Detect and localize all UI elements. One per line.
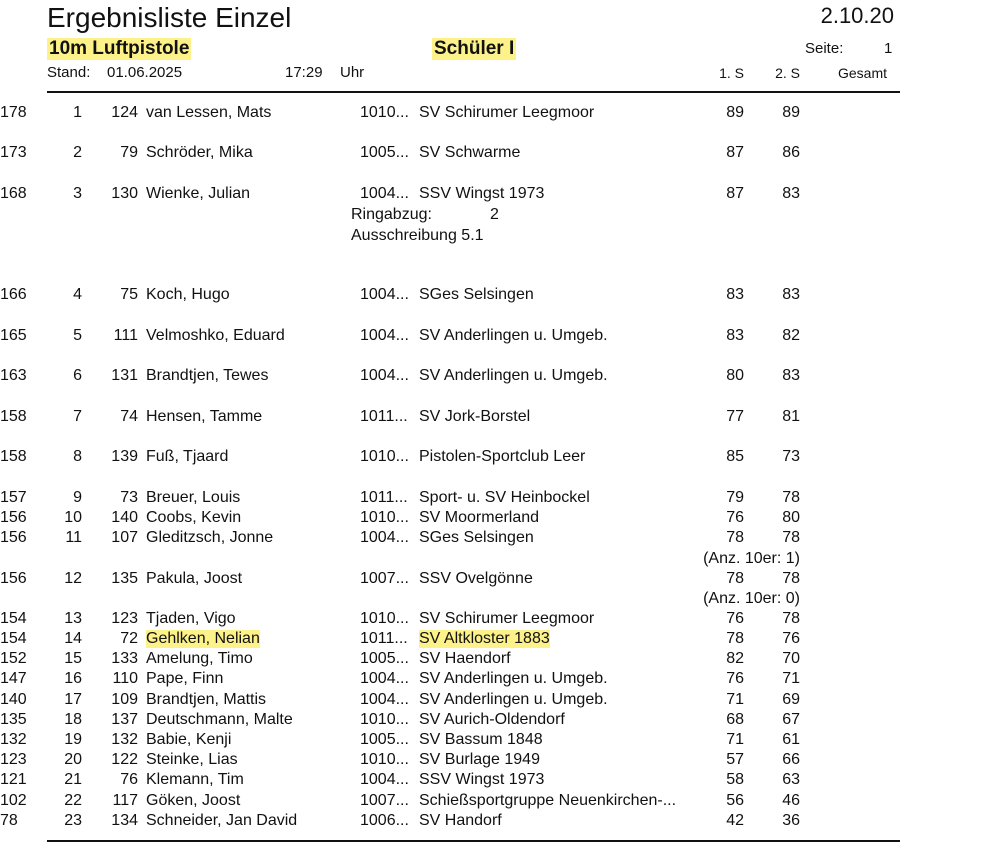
rank-cell: 16 [64,670,82,687]
table-row [0,185,1000,206]
score-series-2: 83 [782,185,800,202]
score-total: 156 [0,529,27,546]
rank-cell: 21 [64,771,82,788]
score-total: 178 [0,104,27,121]
start-number-cell: 73 [120,489,138,506]
score-series-1: 87 [726,185,744,202]
rank-cell: 9 [73,489,82,506]
club-name: SSV Wingst 1973 [419,771,545,788]
shooter-name: Coobs, Kevin [146,509,242,526]
start-number-cell: 132 [111,731,138,748]
score-total: 158 [0,448,27,465]
score-total: 165 [0,327,27,344]
score-series-1: 71 [726,691,744,708]
club-name: SV Anderlingen u. Umgeb. [419,367,608,384]
club-name: SV Burlage 1949 [419,751,540,768]
table-row [0,509,1000,530]
score-series-1: 80 [726,367,744,384]
score-series-2: 78 [782,529,800,546]
shooter-name: Pakula, Joost [146,570,243,587]
start-number-cell: 140 [111,509,138,526]
column-header-s2: 2. S [775,65,800,81]
club-code: 1004... [360,185,409,202]
score-series-1: 57 [726,751,744,768]
score-series-1: 71 [726,731,744,748]
table-row [0,731,1000,752]
table-row [0,812,1000,833]
club-code: 1004... [360,286,409,303]
start-number-cell: 111 [113,327,138,344]
club-name: SSV Ovelgönne [419,570,533,587]
club-code: 1004... [360,691,409,708]
shooter-name: Fuß, Tjaard [146,448,229,465]
score-total: 173 [0,144,27,161]
shooter-name: Deutschmann, Malte [146,711,293,728]
shooter-name: Gehlken, Nelian [146,630,260,647]
score-series-2: 78 [782,489,800,506]
club-code: 1005... [360,731,409,748]
shooter-name: Hensen, Tamme [146,408,263,425]
score-series-1: 78 [726,570,744,587]
ringabzug-label: Ringabzug: [351,206,432,223]
rank-cell: 12 [64,570,82,587]
club-name: SV Aurich-Oldendorf [419,711,565,728]
score-total: 123 [0,751,27,768]
club-name: SGes Selsingen [419,286,534,303]
shooter-name: Göken, Joost [146,792,241,809]
shooter-name: Schröder, Mika [146,144,253,161]
score-series-1: 42 [726,812,744,829]
club-code: 1007... [360,792,409,809]
rank-cell: 4 [73,286,82,303]
page-number-label: Seite: [805,40,844,57]
ringabzug-value: 2 [490,206,499,223]
score-series-1: 78 [726,630,744,647]
score-total: 132 [0,731,27,748]
table-row [0,771,1000,792]
column-header-s1: 1. S [719,65,744,81]
table-row [0,650,1000,671]
discipline-label: 10m Luftpistole [49,38,190,59]
club-code: 1005... [360,650,409,667]
ausschreibung-note: Ausschreibung 5.1 [351,227,484,244]
table-row [0,691,1000,712]
table-row [0,711,1000,732]
table-row [0,630,1000,651]
rank-cell: 14 [64,630,82,647]
table-row [0,286,1000,307]
score-series-1: 76 [726,509,744,526]
version-label: 2.10.20 [820,3,894,28]
start-number-cell: 134 [111,812,138,829]
score-series-1: 56 [726,792,744,809]
start-number-cell: 131 [111,367,138,384]
header-divider [47,91,900,93]
stand-time-unit: Uhr [340,64,365,81]
table-row [0,448,1000,469]
shooter-name: Steinke, Lias [146,751,238,768]
score-series-2: 69 [782,691,800,708]
score-series-2: 61 [782,731,800,748]
score-total: 78 [0,812,18,829]
club-code: 1011... [360,489,408,506]
score-series-2: 83 [782,367,800,384]
club-code: 1004... [360,529,409,546]
table-row [0,570,1000,591]
score-series-2: 80 [782,509,800,526]
score-series-1: 87 [726,144,744,161]
club-name: SV Jork-Borstel [419,408,531,425]
score-series-1: 79 [726,489,744,506]
start-number-cell: 135 [111,570,138,587]
score-total: 166 [0,286,27,303]
stand-label: Stand: [47,64,91,81]
score-series-2: 73 [782,448,800,465]
table-row [0,104,1000,125]
shooter-name: Babie, Kenji [146,731,232,748]
start-number-cell: 109 [111,691,138,708]
club-name: SGes Selsingen [419,529,534,546]
rank-cell: 3 [73,185,82,202]
club-code: 1005... [360,144,409,161]
score-series-2: 46 [782,792,800,809]
club-name: SV Anderlingen u. Umgeb. [419,691,608,708]
score-total: 121 [0,771,27,788]
rank-cell: 23 [64,812,82,829]
score-series-2: 66 [782,751,800,768]
shooter-name: van Lessen, Mats [146,104,272,121]
shooter-name: Amelung, Timo [146,650,253,667]
score-total: 158 [0,408,27,425]
start-number-cell: 75 [120,286,138,303]
rank-cell: 1 [73,104,82,121]
stand-time: 17:29 [285,64,323,81]
table-row [0,489,1000,510]
club-code: 1004... [360,327,409,344]
table-row [0,327,1000,348]
shooter-name: Wienke, Julian [146,185,251,202]
score-total: 152 [0,650,27,667]
score-series-1: 76 [726,670,744,687]
shooter-name: Koch, Hugo [146,286,230,303]
shooter-name: Gleditzsch, Jonne [146,529,274,546]
club-name: SV Anderlingen u. Umgeb. [419,327,608,344]
table-row [0,367,1000,388]
page-number-value: 1 [884,40,893,57]
start-number-cell: 139 [111,448,138,465]
score-series-2: 76 [782,630,800,647]
club-code: 1004... [360,670,409,687]
club-code: 1007... [360,570,409,587]
club-name: Pistolen-Sportclub Leer [419,448,586,465]
rank-cell: 22 [64,792,82,809]
score-series-2: 63 [782,771,800,788]
club-code: 1010... [360,448,409,465]
score-series-2: 71 [782,670,800,687]
page-title: Ergebnisliste Einzel [47,2,292,33]
club-name: SV Schirumer Leegmoor [419,104,595,121]
score-series-2: 83 [782,286,800,303]
start-number-cell: 76 [120,771,138,788]
tiebreak-note-11: (Anz. 10er: 1) [703,550,800,567]
score-series-2: 67 [782,711,800,728]
score-series-2: 78 [782,610,800,627]
start-number-cell: 133 [111,650,138,667]
rank-cell: 7 [73,408,82,425]
shooter-name: Klemann, Tim [146,771,244,788]
shooter-name: Schneider, Jan David [146,812,298,829]
start-number-cell: 122 [111,751,138,768]
table-row [0,792,1000,813]
start-number-cell: 72 [120,630,138,647]
club-code: 1010... [360,509,409,526]
club-code: 1011... [360,630,408,647]
score-series-2: 36 [782,812,800,829]
score-total: 154 [0,610,27,627]
rank-cell: 8 [73,448,82,465]
table-row [0,144,1000,165]
score-total: 163 [0,367,27,384]
score-total: 147 [0,670,27,687]
club-code: 1006... [360,812,409,829]
club-name: SV Anderlingen u. Umgeb. [419,670,608,687]
score-series-1: 85 [726,448,744,465]
table-row [0,751,1000,772]
club-code: 1004... [360,367,409,384]
table-row [0,610,1000,631]
score-total: 156 [0,509,27,526]
club-name: SV Schwarme [419,144,521,161]
column-header-total: Gesamt [837,65,887,81]
score-total: 135 [0,711,27,728]
club-code: 1010... [360,610,409,627]
rank-cell: 15 [64,650,82,667]
shooter-name: Brandtjen, Tewes [146,367,269,384]
club-name: SV Moormerland [419,509,540,526]
score-series-1: 77 [726,408,744,425]
footer-divider [47,840,900,842]
club-code: 1010... [360,751,409,768]
score-series-1: 58 [726,771,744,788]
stand-date: 01.06.2025 [107,64,183,81]
club-code: 1010... [360,711,409,728]
shooter-name: Tjaden, Vigo [146,610,236,627]
rank-cell: 19 [64,731,82,748]
tiebreak-note-12: (Anz. 10er: 0) [703,590,800,607]
shooter-name: Brandtjen, Mattis [146,691,267,708]
class-label: Schüler I [434,38,515,59]
score-total: 154 [0,630,27,647]
shooter-name: Pape, Finn [146,670,224,687]
score-total: 140 [0,691,27,708]
club-code: 1010... [360,104,409,121]
rank-cell: 20 [64,751,82,768]
club-name: Sport- u. SV Heinbockel [419,489,590,506]
score-series-2: 82 [782,327,800,344]
rank-cell: 5 [73,327,82,344]
start-number-cell: 74 [120,408,138,425]
club-name: SV Handorf [419,812,502,829]
table-row [0,529,1000,550]
rank-cell: 2 [73,144,82,161]
start-number-cell: 79 [120,144,138,161]
club-name: SV Bassum 1848 [419,731,543,748]
rank-cell: 17 [64,691,82,708]
score-series-1: 78 [726,529,744,546]
score-series-1: 83 [726,327,744,344]
rank-cell: 18 [64,711,82,728]
start-number-cell: 124 [111,104,138,121]
club-code: 1004... [360,771,409,788]
shooter-name: Velmoshko, Eduard [146,327,285,344]
start-number-cell: 107 [111,529,138,546]
score-series-2: 81 [782,408,800,425]
rank-cell: 10 [64,509,82,526]
score-series-2: 89 [782,104,800,121]
score-series-2: 86 [782,144,800,161]
rank-cell: 6 [73,367,82,384]
shooter-name: Breuer, Louis [146,489,241,506]
score-series-1: 89 [726,104,744,121]
club-name: SV Altkloster 1883 [419,630,550,647]
score-total: 156 [0,570,27,587]
club-name: Schießsportgruppe Neuenkirchen-... [419,792,677,809]
score-series-1: 68 [726,711,744,728]
score-series-1: 82 [726,650,744,667]
start-number-cell: 110 [112,670,138,687]
club-name: SV Schirumer Leegmoor [419,610,595,627]
club-name: SSV Wingst 1973 [419,185,545,202]
start-number-cell: 137 [111,711,138,728]
start-number-cell: 117 [112,792,138,809]
club-name: SV Haendorf [419,650,511,667]
score-series-2: 70 [782,650,800,667]
club-code: 1011... [360,408,408,425]
table-row [0,670,1000,691]
score-series-2: 78 [782,570,800,587]
rank-cell: 11 [65,529,82,546]
rank-cell: 13 [64,610,82,627]
score-total: 102 [0,792,27,809]
start-number-cell: 123 [111,610,138,627]
score-total: 168 [0,185,27,202]
score-series-1: 76 [726,610,744,627]
score-total: 157 [0,489,27,506]
score-series-1: 83 [726,286,744,303]
table-row [0,408,1000,429]
start-number-cell: 130 [111,185,138,202]
